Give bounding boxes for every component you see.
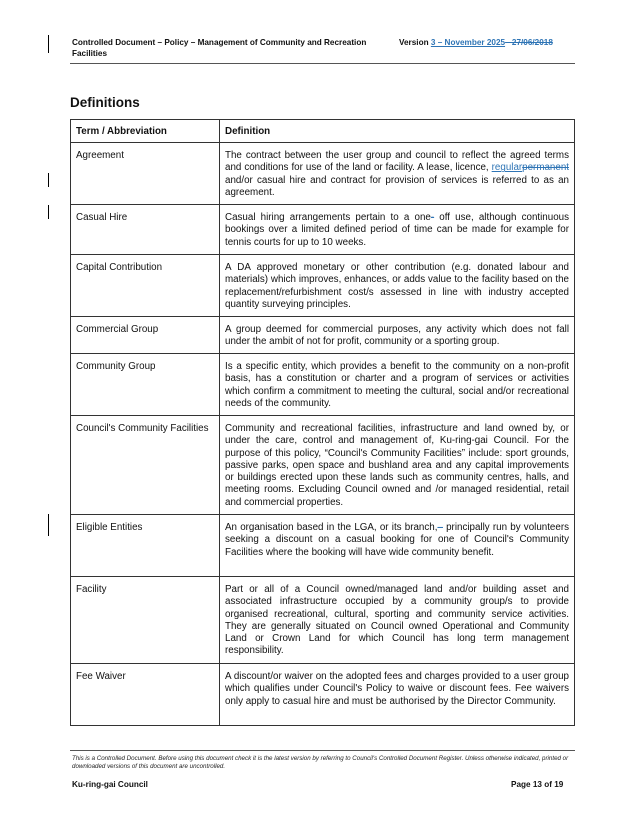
table-row — [70, 577, 575, 664]
definition-text: principally run by volunteers seeking a discount on a casual booking for one of Council's Community Facilities where the booking will have wide community benefit. — [225, 522, 569, 558]
definition-text: Casual hiring arrangements pertain to a one — [225, 212, 431, 223]
definition-cell — [220, 143, 574, 204]
definitions-table — [70, 119, 575, 726]
table-row — [70, 515, 575, 577]
inserted-text[interactable]: regular — [491, 162, 523, 174]
footer-note: This is a Controlled Document. Before using this document check it is the latest version by referring to Council's Controlled Document Register. Unless otherwise indicated, printed or downloaded versions of this document are uncontrolled. — [72, 755, 569, 770]
term-cell: Eligible Entities — [71, 515, 220, 576]
header-title: Controlled Document – Policy – Management of Community and Recreation Facilities — [72, 38, 367, 58]
term-cell: Fee Waiver — [71, 664, 220, 725]
section-title: Definitions — [70, 95, 140, 110]
definition-text: The contract between the user group and council to reflect the agreed terms and conditions for use of the land or facility. A lease, licence, — [225, 150, 569, 174]
table-row — [70, 317, 575, 354]
header-term: Term / Abbreviation — [71, 120, 220, 142]
deleted-text: - — [430, 212, 435, 223]
footer-divider — [70, 750, 575, 751]
term-cell: Community Group — [71, 354, 220, 415]
definition-cell — [220, 515, 574, 576]
definition-text: and/or casual hire and contract for provision of services is referred to as an agreement. — [225, 174, 569, 198]
table-row — [70, 205, 575, 255]
version-inserted: 3 – November 2025 — [430, 38, 506, 47]
definition-text: An organisation based in the LGA, or its branch, — [225, 522, 438, 533]
definition-cell: A DA approved monetary or other contribution (e.g. donated labour and materials) which improves, enhances, or adds value to the facility based on the replacement/refurbishment cost/s assessed in line with industry accepted quantity surveying principles. — [225, 262, 569, 310]
term-cell: Council's Community Facilities — [71, 416, 220, 514]
definition-cell: Part or all of a Council owned/managed land and/or building asset and associated infrastructure occupied by a community group/s to provide organised recreational, cultural, sporting and community service activities. They are generally situated on Council owned Operational and Community Land or Crown Land for which Council has long term management responsibility. — [225, 584, 569, 657]
table-row — [70, 664, 575, 726]
version-label: Version — [399, 38, 429, 47]
table-row — [70, 143, 575, 205]
term-cell: Capital Contribution — [71, 255, 220, 316]
term-cell: Casual Hire — [71, 205, 220, 254]
page-number: Page 13 of 19 — [511, 780, 564, 789]
change-bar-eligible-entities — [48, 514, 49, 536]
definition-cell — [220, 205, 574, 254]
change-bar-agreement — [48, 173, 49, 187]
definition-cell: Community and recreational facilities, infrastructure and land owned by, or under the care, control and management of, Ku-ring-gai Council. For the purpose of this policy, “Council's Community Facilities” include: sport grounds, passive parks, open space and bushland area and any capital improvements or buildings erected upon these lands such as community centres, halls, and meeting rooms. Excluding Council owned and /or managed residential, retail and commercial properties. — [225, 423, 569, 508]
header-definition: Definition — [225, 126, 271, 137]
deleted-text: permanent — [522, 162, 569, 174]
term-cell: Commercial Group — [71, 317, 220, 353]
term-cell: Agreement — [71, 143, 220, 204]
table-row — [70, 416, 575, 515]
term-cell: Facility — [71, 577, 220, 663]
table-row — [70, 255, 575, 317]
table-row — [70, 354, 575, 416]
change-bar-casual-hire — [48, 205, 49, 219]
definition-cell: A group deemed for commercial purposes, any activity which does not fall under the ambit of not for profit, community or a sporting group. — [225, 324, 569, 348]
definition-text: off use, although continuous bookings over a limited defined period of time can be made for example for tennis courts for up to 10 weeks. — [225, 212, 569, 248]
header-version — [399, 38, 553, 49]
table-header-row — [70, 119, 575, 143]
footer-organisation: Ku-ring-gai Council — [72, 780, 148, 789]
definition-cell: Is a specific entity, which provides a benefit to the community on a non-profit basis, has a constitution or charter and a program of services or activities which confirm a commitment to meeting the cultural, social and/or recreational needs of the community. — [225, 361, 569, 409]
version-deleted: – 27/06/2018 — [505, 38, 553, 47]
definition-cell: A discount/or waiver on the adopted fees and charges provided to a user group which qualifies under Council's Policy to waive or discount fees. Fee waivers only apply to casual hire and must be authorised by the Director Community. — [225, 671, 569, 707]
header-divider — [70, 63, 575, 64]
deleted-text: – — [437, 522, 443, 533]
change-bar-header — [48, 35, 49, 53]
